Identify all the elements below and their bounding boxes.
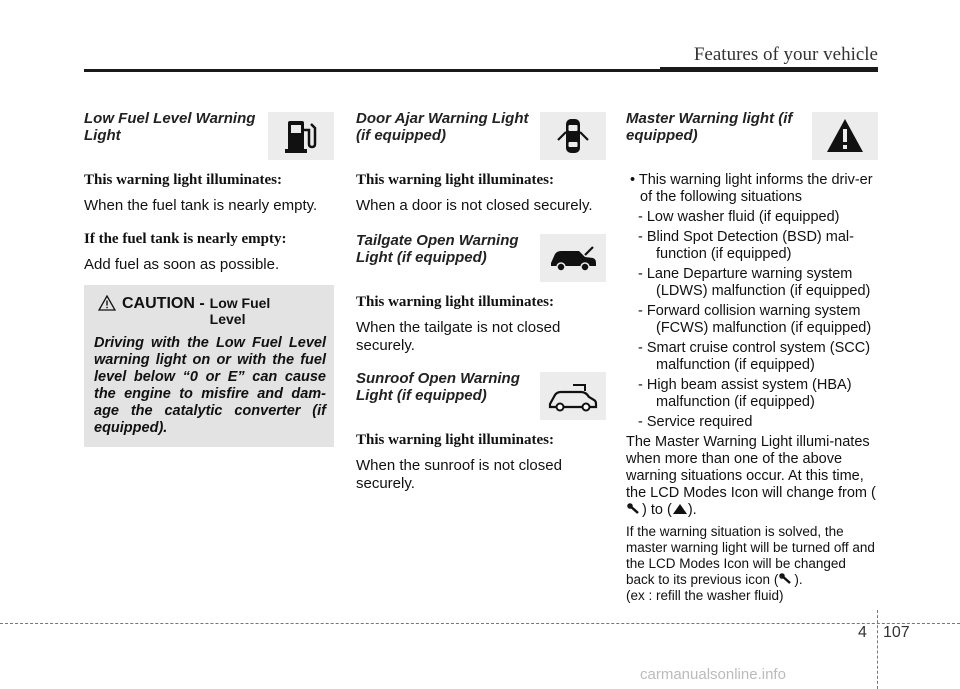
low-fuel-empty-text: Add fuel as soon as possible. [84, 256, 280, 273]
tailgate-open-icon [540, 234, 606, 282]
wrench-icon [626, 503, 642, 515]
master-warning-heading: Master Warning light (if equipped) [626, 110, 793, 144]
low-fuel-heading: Low Fuel Level Warning Light [84, 110, 256, 144]
page-number: 107 [883, 624, 910, 641]
car-door-open-icon [540, 112, 606, 160]
warning-triangle-icon [98, 295, 116, 311]
footer-rule [0, 623, 960, 624]
footer-divider [877, 610, 878, 689]
door-ajar-section [356, 110, 606, 215]
sunroof-heading: Sunroof Open Warning Light (if equipped) [356, 370, 520, 404]
low-fuel-section [84, 110, 334, 274]
tailgate-label: This warning light illuminates: [356, 294, 554, 310]
caution-box [84, 285, 334, 447]
door-ajar-label: This warning light illuminates: [356, 172, 554, 188]
master-warning-icon [812, 112, 878, 160]
door-ajar-text: When a door is not closed securely. [356, 197, 593, 214]
master-warning-list [626, 172, 878, 206]
list-item: - Forward collision warning system (FCWS) malfunction (if equipped) [638, 303, 872, 336]
master-warning-resolved-paragraph: If the warning situation is solved, the master warning light will be turned off and the LCD Modes Icon will be changed back to its previous icon ( ). [626, 524, 875, 587]
list-item: - Service required [638, 414, 753, 430]
list-item: - High beam assist system (HBA) malfunction (if equipped) [638, 377, 852, 410]
sunroof-label: This warning light illuminates: [356, 432, 554, 448]
master-warning-example: (ex : refill the washer fluid) [626, 588, 784, 603]
caution-body: Driving with the Low Fuel Level warning light on or with the fuel level below “0 or E” can cause the engine to misfire and dam-age the catalytic converter (if equipped). [94, 335, 326, 436]
tailgate-heading: Tailgate Open Warning Light (if equipped) [356, 232, 519, 266]
warning-triangle-icon [672, 503, 688, 515]
low-fuel-illuminates-text: When the fuel tank is nearly empty. [84, 197, 318, 214]
sunroof-text: When the sunroof is not closed securely. [356, 457, 562, 492]
list-item: - Smart cruise control system (SCC) malfunction (if equipped) [638, 340, 871, 373]
wrench-icon [778, 573, 794, 585]
caution-word: CAUTION - [122, 295, 205, 312]
master-warning-section [626, 110, 878, 604]
running-header: Features of your vehicle [693, 44, 878, 65]
low-fuel-illuminates-label: This warning light illuminates: [84, 172, 282, 188]
list-item: • This warning light informs the driv-er of the following situations [630, 172, 873, 205]
header-rule-accent [660, 67, 878, 72]
door-ajar-heading: Door Ajar Warning Light (if equipped) [356, 110, 529, 144]
list-item: - Blind Spot Detection (BSD) mal-function (if equipped) [638, 229, 854, 262]
situation-list [626, 209, 878, 431]
list-item: - Low washer fluid (if equipped) [638, 209, 840, 225]
chapter-number: 4 [858, 624, 867, 641]
tailgate-section [356, 232, 606, 355]
master-warning-paragraph: The Master Warning Light illumi-nates when more than one of the above warning situations occur. At this time, the LCD Modes Icon will change from () to ( ). [626, 434, 876, 518]
sunroof-open-icon [540, 372, 606, 420]
fuel-pump-icon [268, 112, 334, 160]
watermark: carmanualsonline.info [640, 666, 786, 683]
sunroof-section [356, 370, 606, 493]
caution-subject: Low Fuel Level [209, 295, 271, 327]
list-item: - Lane Departure warning system (LDWS) malfunction (if equipped) [638, 266, 871, 299]
tailgate-text: When the tailgate is not closed securely. [356, 319, 561, 354]
low-fuel-empty-label: If the fuel tank is nearly empty: [84, 231, 287, 247]
